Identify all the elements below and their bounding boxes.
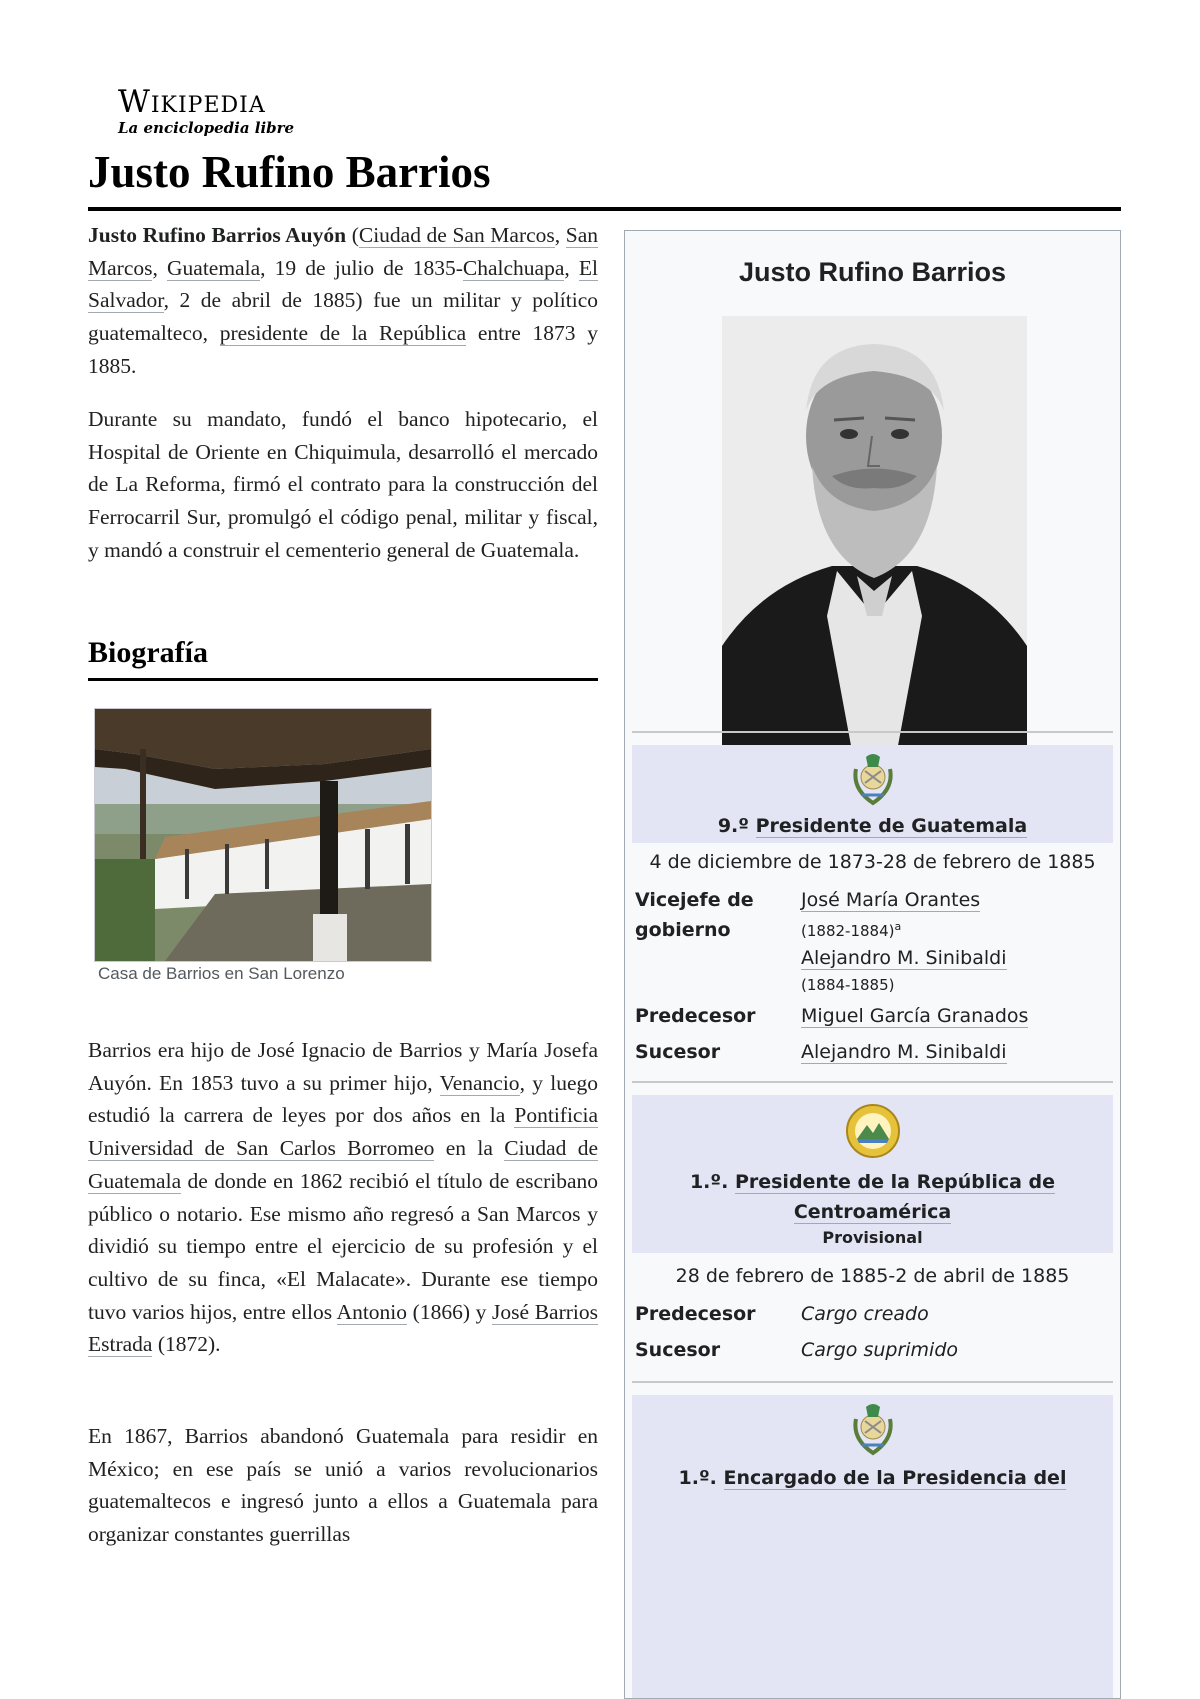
title-divider: [88, 207, 1121, 211]
row-sucesor-1: [635, 1037, 1110, 1067]
row-vicejefe: [635, 885, 1110, 995]
text-run: de donde en 1862 recibió el título de escribano público o notario. Ese mismo año regresó a San Marcos y dividió su tiempo entre el ejercicio de su profesión y el cultivo de su finca, «El Malacate». Durante ese tiempo tuvo varios hijos, entre ellos: [88, 1168, 598, 1324]
link-el-salvador[interactable]: El Salvador: [88, 255, 598, 313]
office-subtitle-2: Provisional: [822, 1228, 923, 1247]
logo-tagline: La enciclopedia libre: [118, 119, 295, 137]
infobox-title: Justo Rufino Barrios: [738, 257, 1007, 287]
intro-paragraph-2: [88, 403, 598, 567]
link-jose-barrios-estrada[interactable]: José Barrios Estrada: [88, 1299, 598, 1357]
office-dates-1: 4 de diciembre de 1873-28 de febrero de 1885: [649, 851, 1096, 873]
paragraph-text: Durante su mandato, fundó el banco hipotecario, el Hospital de Oriente en Chiquimula, desarrolló el mercado de La Reforma, firmó el contrato para la construcción del Ferrocarril Sur, promulgó el código penal, militar y fiscal, y mandó a construir el cementerio general de Guatemala.: [88, 407, 598, 562]
text-run: ,: [152, 255, 167, 280]
link-presidente-de-la-republica[interactable]: presidente de la República: [219, 321, 467, 346]
text-run: ,: [554, 223, 566, 247]
row-label: Sucesor: [635, 1339, 721, 1361]
row-value: [801, 885, 1111, 997]
row-value: Cargo creado: [801, 1303, 929, 1325]
link-ciudad-de-guatemala[interactable]: Ciudad de Guatemala: [88, 1136, 599, 1193]
coat-of-arms-guatemala-icon: [850, 749, 896, 807]
office-dates-2: 28 de febrero de 1885-2 de abril de 1885: [675, 1265, 1070, 1287]
vice-years-2: (1884-1885): [801, 976, 895, 994]
intro-paragraph-1: [88, 219, 598, 383]
link-presidente-de-guatemala[interactable]: Presidente de Guatemala: [755, 815, 1028, 837]
text-run: entre 1873 y 1885.: [88, 321, 599, 378]
logo-wordmark: Wikipedia: [118, 84, 266, 120]
row-predecesor-2: [635, 1299, 1110, 1329]
office-title-1: [632, 811, 1113, 841]
link-san-marcos[interactable]: San Marcos: [88, 223, 598, 280]
house-photo-illustration: [95, 709, 431, 961]
link-guatemala[interactable]: Guatemala: [167, 255, 261, 280]
row-sucesor-2: [635, 1335, 1110, 1365]
infobox-divider: [632, 731, 1113, 733]
text-run: en la: [434, 1136, 505, 1161]
text-run: , y luego estudió la carrera de leyes por dos años en la: [88, 1070, 598, 1128]
wikipedia-logo[interactable]: [118, 86, 294, 137]
bio-paragraph-1: [88, 1034, 598, 1361]
page-title: Justo Rufino Barrios: [88, 147, 491, 197]
link-encargado-presidencia[interactable]: Encargado de la Presidencia del: [723, 1467, 1067, 1489]
house-photo[interactable]: [94, 708, 432, 962]
text-run: , 19 de julio de 1835-: [260, 255, 463, 280]
text-run: Barrios era hijo de José Ignacio de Barrios y María Josefa Auyón. En 1853 tuvo a su primer hijo,: [88, 1038, 598, 1095]
text-run: , 2 de abril de 1885) fue un militar y político guatemalteco,: [88, 288, 598, 346]
infobox: [624, 230, 1121, 1699]
row-label: Vicejefe de gobierno: [635, 889, 754, 941]
text-run: (1866) y: [407, 1299, 493, 1324]
link-miguel-garcia-granados[interactable]: Miguel García Granados: [801, 1005, 1029, 1027]
link-alejandro-sinibaldi[interactable]: Alejandro M. Sinibaldi: [801, 947, 1007, 969]
text-run: (: [346, 223, 359, 247]
bio-paragraph-2: [88, 1420, 598, 1551]
paragraph-text: En 1867, Barrios abandonó Guatemala para residir en México; en ese país se unió a varios revolucionarios guatemaltecos e ingresó junto a ellos a Guatemala para organizar constantes guerrillas: [88, 1424, 598, 1547]
link-antonio[interactable]: Antonio: [336, 1299, 408, 1324]
row-label: Sucesor: [635, 1041, 721, 1063]
link-venancio[interactable]: Venancio: [439, 1070, 520, 1095]
office-title-3: [632, 1463, 1113, 1493]
office-header-2: [632, 1095, 1113, 1253]
text-run: (1872).: [152, 1332, 221, 1357]
link-jose-maria-orantes[interactable]: José María Orantes: [801, 889, 981, 911]
portrait-illustration: [722, 316, 1027, 778]
photo-caption: Casa de Barrios en San Lorenzo: [98, 964, 345, 983]
office-ordinal: 9.º: [717, 815, 756, 837]
coat-of-arms-centroamerica-icon: [845, 1099, 901, 1161]
infobox-divider: [632, 1381, 1113, 1383]
subject-name: Justo Rufino Barrios Auyón: [88, 223, 347, 247]
section-heading-biografia: Biografía: [88, 632, 598, 681]
row-label: Predecesor: [635, 1303, 756, 1325]
infobox-divider: [632, 1081, 1113, 1083]
link-presidente-centroamerica[interactable]: Presidente de la República de Centroamérica: [734, 1171, 1056, 1223]
link-pontificia-universidad[interactable]: Pontificia Universidad de San Carlos Borromeo: [88, 1103, 598, 1161]
row-value: Cargo suprimido: [801, 1339, 959, 1361]
row-predecesor-1: [635, 1001, 1110, 1031]
portrait-photo[interactable]: [722, 316, 1027, 778]
link-alejandro-sinibaldi-2[interactable]: Alejandro M. Sinibaldi: [801, 1041, 1007, 1063]
office-header-3: [632, 1395, 1113, 1699]
office-ordinal: 1.º.: [689, 1171, 735, 1193]
office-ordinal: 1.º.: [678, 1467, 724, 1489]
coat-of-arms-guatemala-icon: [850, 1399, 896, 1457]
link-chalchuapa[interactable]: Chalchuapa: [462, 255, 565, 280]
vice-years-1: (1882-1884): [801, 922, 895, 940]
text-run: ,: [564, 255, 579, 280]
row-label: Predecesor: [635, 1005, 756, 1027]
link-ciudad-de-san-marcos[interactable]: Ciudad de San Marcos: [358, 223, 555, 247]
office-header-1: [632, 745, 1113, 843]
footnote-marker[interactable]: a: [894, 920, 902, 933]
office-title-2: [632, 1167, 1113, 1227]
